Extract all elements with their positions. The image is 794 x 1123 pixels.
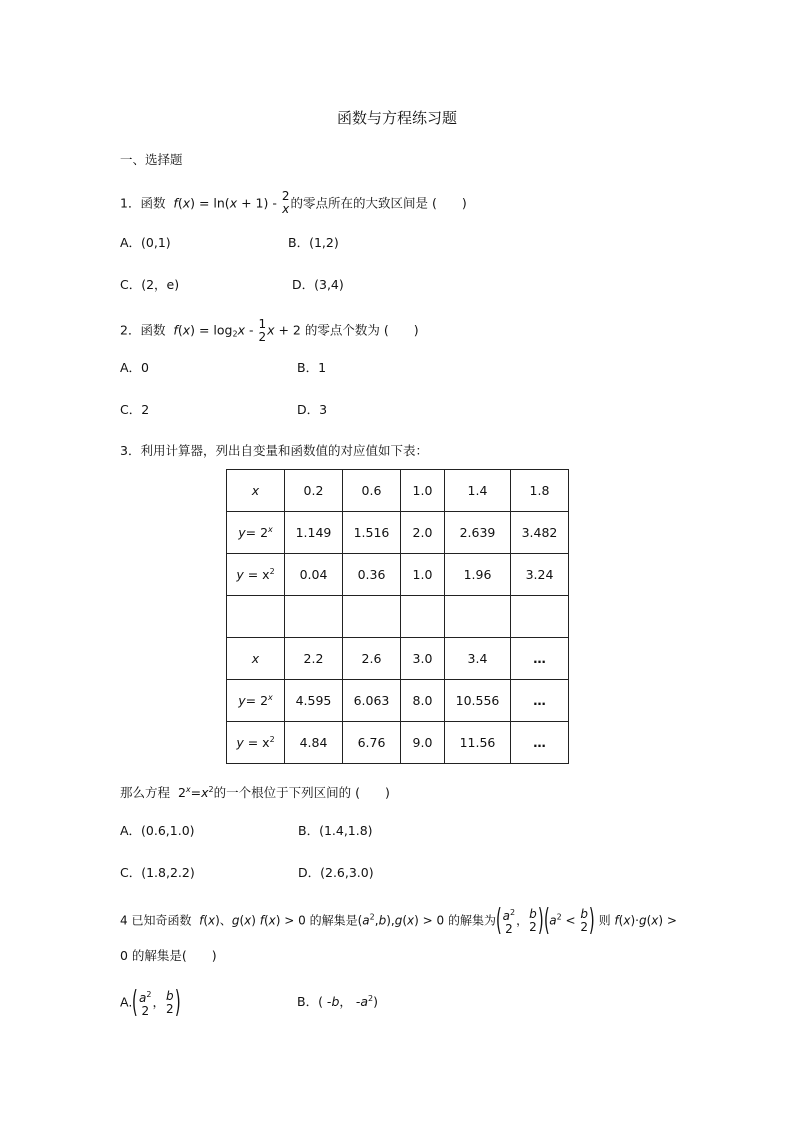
table-cell: 2.6 <box>343 638 401 680</box>
q4-option-b <box>297 990 378 1011</box>
table-cell: 3.24 <box>511 554 569 596</box>
q1-option-d: D．(3,4) <box>292 277 344 292</box>
q1-frac-num: 2 <box>281 189 290 203</box>
paren-close: ) <box>588 903 595 938</box>
q3-option-d: D．(2.6,3.0) <box>298 865 374 880</box>
q4-x3: x <box>268 913 276 928</box>
table-cell <box>285 596 343 638</box>
eq-label: = 2 <box>245 525 269 540</box>
q1-option-c: C．(2，e) <box>120 277 180 292</box>
q4-cmp-a: a <box>549 913 557 928</box>
row-header-x <box>227 638 285 680</box>
q3-followup <box>120 781 390 802</box>
q4-sp: ) <box>251 913 256 928</box>
q4-comma: , <box>374 913 379 928</box>
q4-fb-num: b <box>529 907 537 921</box>
q4-frac-a <box>503 906 515 936</box>
q2-option-b: B．1 <box>297 360 327 375</box>
q4-fa-sq: 2 <box>510 908 516 917</box>
table-cell: 1.4 <box>445 470 511 512</box>
eq2-label: = x <box>247 567 270 582</box>
q4-sep: )、 <box>215 913 232 928</box>
table-cell <box>445 596 511 638</box>
q4-close: ) <box>386 913 391 928</box>
table-cell: 9.0 <box>401 722 445 764</box>
table-cell: 2.2 <box>285 638 343 680</box>
q2-fraction <box>258 318 266 344</box>
q4-option-a: A.( $a^2$ 2 ， b 2 ) <box>120 985 181 1020</box>
table-row <box>227 638 569 680</box>
q1-frac-den: x <box>282 202 290 216</box>
q1-prefix: 1．函数 <box>120 195 166 211</box>
q1-x1: x <box>182 195 191 211</box>
q3-follow-suffix: 的一个根位于下列区间的 ( ) <box>213 785 390 800</box>
q3-follow-exp: x <box>185 785 191 794</box>
question-1: 1．函数 f(x) = ln(x + 1) - 2 x 的零点所在的大致区间是 ( ) <box>120 189 467 216</box>
row-header-exp <box>227 680 285 722</box>
section-heading: 一、选择题 <box>120 152 183 167</box>
q4-x5: x <box>623 913 631 928</box>
q4-g: g <box>231 913 240 928</box>
table-row <box>227 554 569 596</box>
table-cell <box>227 596 285 638</box>
q1-eq: ) = ln( <box>190 195 230 211</box>
q4-gt2: ) > 0 的解集为 <box>414 913 496 928</box>
q4-optA-num1: a <box>139 991 147 1005</box>
q4-optA-den2: 2 <box>166 1002 174 1016</box>
y-label: y <box>238 693 246 708</box>
q3-follow-sq: 2 <box>208 785 214 794</box>
table-cell: 1.0 <box>401 554 445 596</box>
q4-g3: g <box>638 913 647 928</box>
exp-x: x <box>268 525 273 534</box>
q2-option-d: D．3 <box>297 402 328 417</box>
y-label: y <box>236 735 244 750</box>
q4-fa-num: a <box>502 909 511 923</box>
table-row <box>227 596 569 638</box>
q4-optA-frac2 <box>166 990 174 1016</box>
q2-x2: x <box>237 322 245 338</box>
q4-x2: x <box>244 913 252 928</box>
paren-open: ( <box>543 903 550 938</box>
q2-eq: ) = log <box>190 322 233 338</box>
q2-x3: x <box>267 322 275 338</box>
table-cell: 3.4 <box>445 638 511 680</box>
page-title: 函数与方程练习题 <box>336 109 457 127</box>
q4-fa-den: 2 <box>505 922 513 936</box>
table-cell: … <box>511 680 569 722</box>
x-label: x <box>251 651 260 666</box>
table-cell <box>343 596 401 638</box>
q3-option-b: B．(1.4,1.8) <box>298 823 373 838</box>
paren-open: ( <box>132 985 139 1020</box>
q2-frac-den: 2 <box>258 330 267 344</box>
table-cell: 4.84 <box>285 722 343 764</box>
q4-sq: 2 <box>369 912 375 922</box>
value-table <box>226 469 569 764</box>
table-row <box>227 680 569 722</box>
table-row <box>227 512 569 554</box>
q4-optB-a: a <box>360 994 369 1009</box>
row-header-exp <box>227 512 285 554</box>
q4-prefix: 4 已知奇函数 <box>120 913 192 928</box>
q4-optB-sq: 2 <box>368 994 374 1003</box>
q4-optB-prefix: B．( - <box>297 994 332 1009</box>
table-cell: 1.149 <box>285 512 343 554</box>
table-row <box>227 470 569 512</box>
q1-mid: + 1) - <box>241 195 277 211</box>
q4-b: b <box>378 913 387 928</box>
table-cell: 1.96 <box>445 554 511 596</box>
exp-2: 2 <box>269 735 275 744</box>
table-row <box>227 722 569 764</box>
q4-optA-den1: 2 <box>141 1004 150 1018</box>
table-cell: 2.0 <box>401 512 445 554</box>
table-cell: 0.36 <box>343 554 401 596</box>
q4-lt: < <box>565 913 576 928</box>
table-cell: 8.0 <box>401 680 445 722</box>
q4-line-2: 0 的解集是( ) <box>120 948 217 963</box>
q4-g2: g <box>394 913 403 928</box>
q4-gt1: ) > 0 的解集是( <box>275 913 363 928</box>
table-cell: 6.063 <box>343 680 401 722</box>
y-label: y <box>238 525 246 540</box>
y-label: y <box>236 567 244 582</box>
q4-optA-prefix: A. <box>120 994 133 1010</box>
q4-then: 则 <box>598 913 611 928</box>
table-cell: 6.76 <box>343 722 401 764</box>
q2-base: 2 <box>232 329 238 339</box>
table-cell: 2.639 <box>445 512 511 554</box>
x-label: x <box>251 483 260 498</box>
q4-x: x <box>208 913 216 928</box>
table-cell: 4.595 <box>285 680 343 722</box>
eq-label: = 2 <box>245 693 269 708</box>
q3-follow-x: x <box>201 785 209 800</box>
q1-fraction <box>282 190 290 216</box>
table-cell: … <box>511 638 569 680</box>
q4-optB-close: ) <box>373 994 379 1009</box>
eq2-label: = x <box>247 735 270 750</box>
q3-option-c: C．(1.8,2.2) <box>120 865 195 880</box>
q4-fb-den: 2 <box>529 920 537 934</box>
q4-comma2: , <box>390 913 395 928</box>
q1-option-a: A．(0,1) <box>120 235 171 250</box>
paren-close: ) <box>174 985 181 1020</box>
table-cell: 3.0 <box>401 638 445 680</box>
q4-x6: x <box>651 913 659 928</box>
table-cell: 11.56 <box>445 722 511 764</box>
q1-x2: x <box>229 195 238 211</box>
question-2: 2．函数 $f(x) = \log_2x$ - 1 2 x + 2 的零点个数为 ( ) <box>120 317 419 344</box>
q4-optA-sq: 2 <box>146 990 152 999</box>
exp-2: 2 <box>269 567 275 576</box>
q4-fc-den: 2 <box>580 920 589 934</box>
q3-follow-eq: = <box>190 785 202 800</box>
q1-option-b: B．(1,2) <box>288 235 339 250</box>
q1-f: f <box>173 195 178 211</box>
q3-option-a: A．(0.6,1.0) <box>120 823 195 838</box>
q4-gt3: ) > <box>658 913 677 928</box>
table-cell: 1.516 <box>343 512 401 554</box>
q2-option-a: A．0 <box>120 360 150 375</box>
q4-cmp-sq: 2 <box>556 912 562 922</box>
paren-close: ) <box>537 903 544 938</box>
table-cell <box>401 596 445 638</box>
q4-frac-c <box>580 908 588 934</box>
q4-fc-num: b <box>580 907 589 921</box>
q4-optA-frac1 <box>139 988 151 1018</box>
table-cell: 10.556 <box>445 680 511 722</box>
q4-f3: f <box>614 913 619 928</box>
q1-suffix: 的零点所在的大致区间是 ( ) <box>290 195 467 211</box>
q2-prefix: 2．函数 <box>120 322 166 338</box>
q2-minus: - <box>248 322 254 338</box>
q3-follow-base: 2 <box>177 785 186 800</box>
table-cell: 0.04 <box>285 554 343 596</box>
table-cell: 1.0 <box>401 470 445 512</box>
question-3: 3．利用计算器，列出自变量和函数值的对应值如下表： <box>120 443 428 458</box>
q4-optB-mid: ， - <box>339 994 361 1009</box>
question-4: 4 已知奇函数 f(x)、g(x) f(x) > 0 的解集是$(a^2,b),g(x) > 0$ 的解集为( $a^2$ 2 ， b 2 )($a^2$ < b 2 ) 则 f(x)·g(x) > <box>120 903 677 938</box>
row-header-sq <box>227 554 285 596</box>
q4-f: f <box>199 913 204 928</box>
q2-x1: x <box>182 322 191 338</box>
q4-optA-num2: b <box>166 989 174 1003</box>
row-header-sq <box>227 722 285 764</box>
q4-x4: x <box>407 913 415 928</box>
q3-follow-prefix: 那么方程 <box>120 785 171 800</box>
table-cell: … <box>511 722 569 764</box>
row-header-x <box>227 470 285 512</box>
exp-x: x <box>268 693 273 702</box>
table-cell: 3.482 <box>511 512 569 554</box>
table-cell: 0.6 <box>343 470 401 512</box>
q4-a: a <box>362 913 370 928</box>
q4-f2: f <box>259 913 264 928</box>
q4-dot: )· <box>630 913 639 928</box>
table-cell: 0.2 <box>285 470 343 512</box>
paren-open: ( <box>495 903 502 938</box>
q4-optB-b: b <box>331 994 340 1009</box>
q2-frac-num: 1 <box>258 317 267 331</box>
table-cell <box>511 596 569 638</box>
table-cell: 1.8 <box>511 470 569 512</box>
q2-suffix: + 2 的零点个数为 ( ) <box>278 322 419 338</box>
q4-frac-b <box>529 908 537 934</box>
q2-option-c: C．2 <box>120 402 150 417</box>
q2-f: f <box>173 322 178 338</box>
